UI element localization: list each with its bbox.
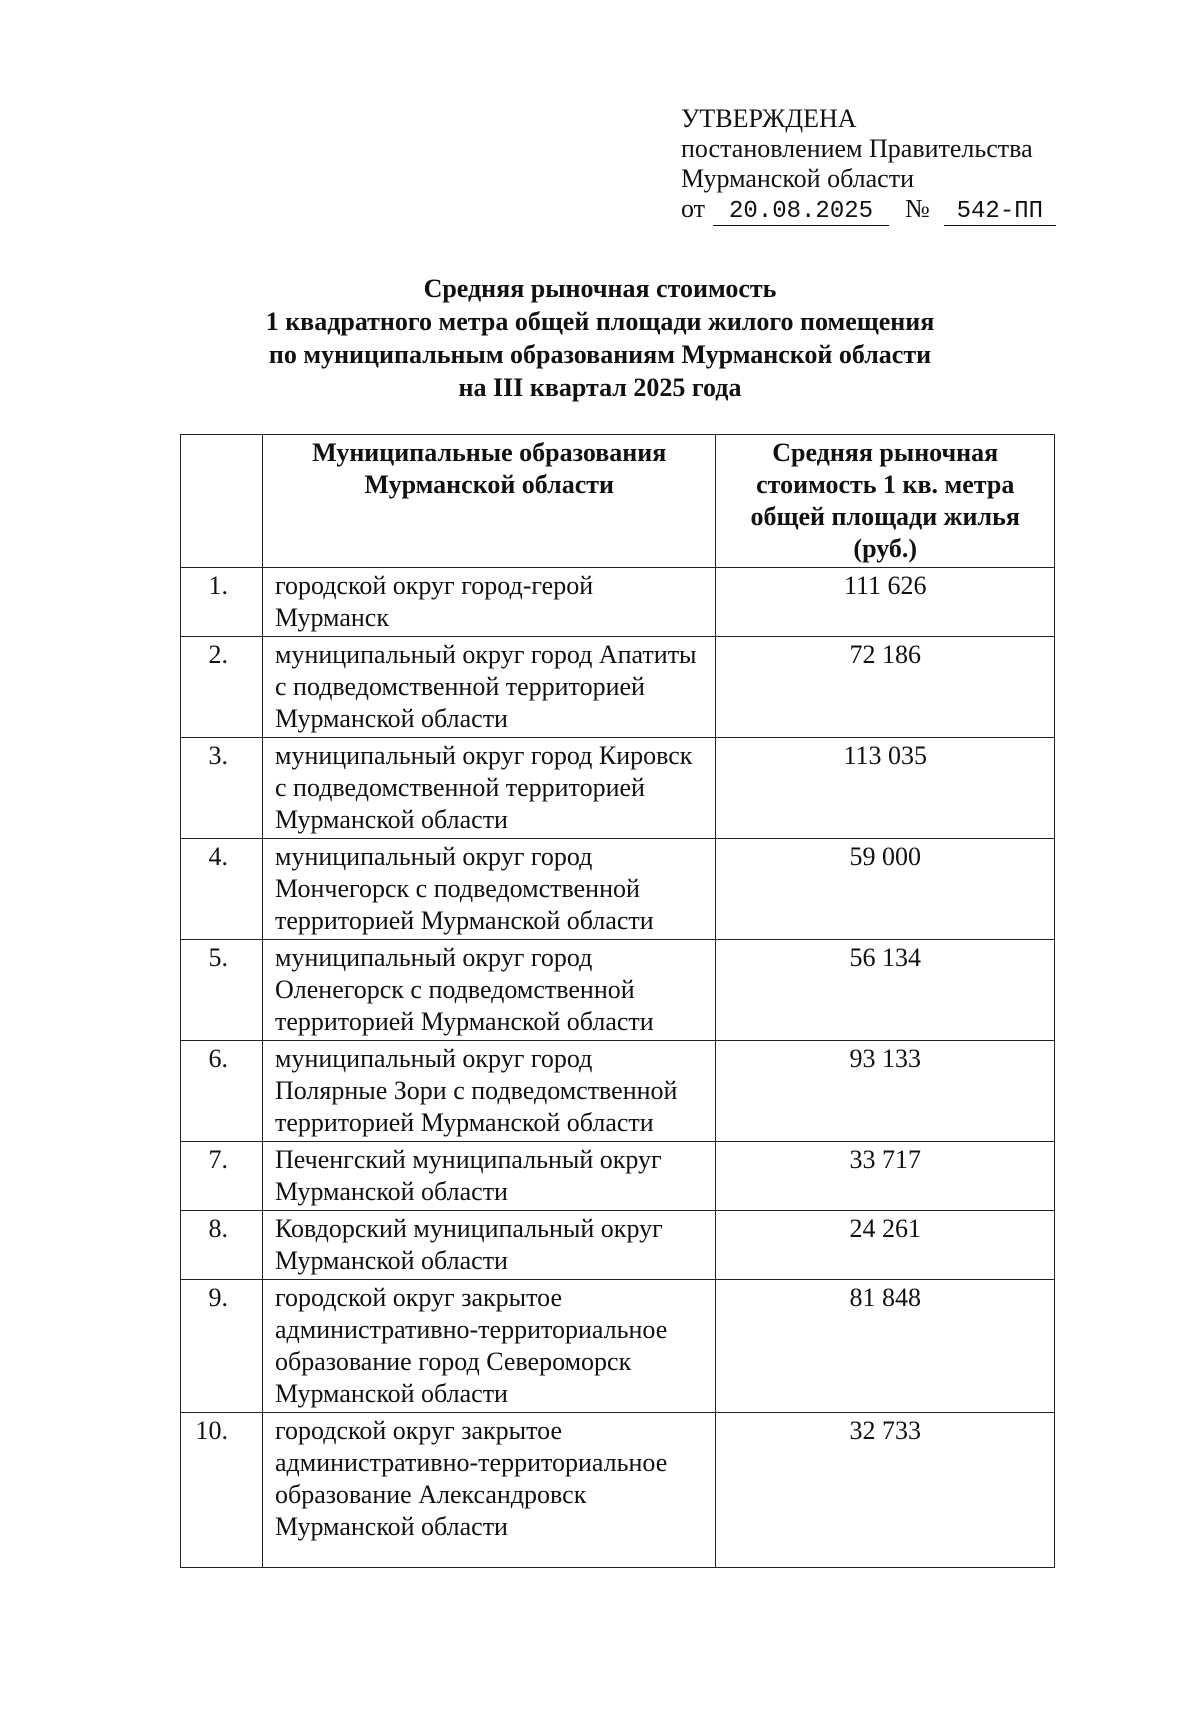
row-price: 81 848 [716,1280,1055,1413]
table-row [181,940,1055,1041]
approval-date-line [681,194,1056,226]
title-line-3: по муниципальным образованиям Мурманской области [268,340,932,369]
row-municipality: городской округ закрытое административно-территориальное образование Александровск Мурманской области [262,1413,715,1568]
row-price: 32 733 [716,1413,1055,1568]
approval-block [681,104,1056,226]
title-line-2: 1 квадратного метра общей площади жилого помещения [265,307,935,336]
row-price: 93 133 [716,1041,1055,1142]
table-row [181,1280,1055,1413]
row-price: 111 626 [716,568,1055,637]
row-municipality: муниципальный округ город Полярные Зори с подведомственной территорией Мурманской области [262,1041,715,1142]
number-label: № [905,194,930,223]
approval-heading: УТВЕРЖДЕНА [681,104,857,133]
row-price: 56 134 [716,940,1055,1041]
table-row [181,1142,1055,1211]
row-number: 5. [181,940,263,1041]
row-municipality: муниципальный округ город Апатиты с подведомственной территорией Мурманской области [262,637,715,738]
row-number: 4. [181,839,263,940]
row-municipality: Ковдорский муниципальный округ Мурманской области [262,1211,715,1280]
table-row [181,1413,1055,1568]
row-number: 6. [181,1041,263,1142]
title-line-1: Средняя рыночная стоимость [423,274,777,303]
row-municipality: Печенгский муниципальный округ Мурманской области [262,1142,715,1211]
row-municipality: муниципальный округ город Оленегорск с подведомственной территорией Мурманской области [262,940,715,1041]
approval-region: Мурманской области [681,164,914,193]
row-municipality: муниципальный округ город Кировск с подведомственной территорией Мурманской области [262,738,715,839]
table-row [181,568,1055,637]
row-number: 3. [181,738,263,839]
row-number: 1. [181,568,263,637]
table-header-row [181,435,1055,568]
row-number: 9. [181,1280,263,1413]
document-title [150,272,1050,404]
row-number: 10. [181,1413,263,1568]
row-municipality: городской округ город-герой Мурманск [262,568,715,637]
header-number [181,435,263,568]
title-line-4: на III квартал 2025 года [458,373,742,402]
row-number: 7. [181,1142,263,1211]
from-label: от [681,194,706,223]
row-number: 8. [181,1211,263,1280]
table-row [181,738,1055,839]
price-table [180,434,1055,1568]
row-price: 113 035 [716,738,1055,839]
row-price: 24 261 [716,1211,1055,1280]
row-municipality: муниципальный округ город Мончегорск с подведомственной территорией Мурманской области [262,839,715,940]
table-row [181,1041,1055,1142]
approval-issuer: постановлением Правительства [681,134,1033,163]
approval-date: 20.08.2025 [713,199,889,226]
row-price: 33 717 [716,1142,1055,1211]
table-row [181,839,1055,940]
header-municipality: Муниципальные образования Мурманской области [262,435,715,568]
row-number: 2. [181,637,263,738]
table-row [181,1211,1055,1280]
approval-number: 542-ПП [944,199,1056,226]
header-price: Средняя рыночная стоимость 1 кв. метра общей площади жилья (руб.) [716,435,1055,568]
row-price: 72 186 [716,637,1055,738]
row-price: 59 000 [716,839,1055,940]
row-municipality: городской округ закрытое административно-территориальное образование город Североморск Мурманской области [262,1280,715,1413]
table-row [181,637,1055,738]
